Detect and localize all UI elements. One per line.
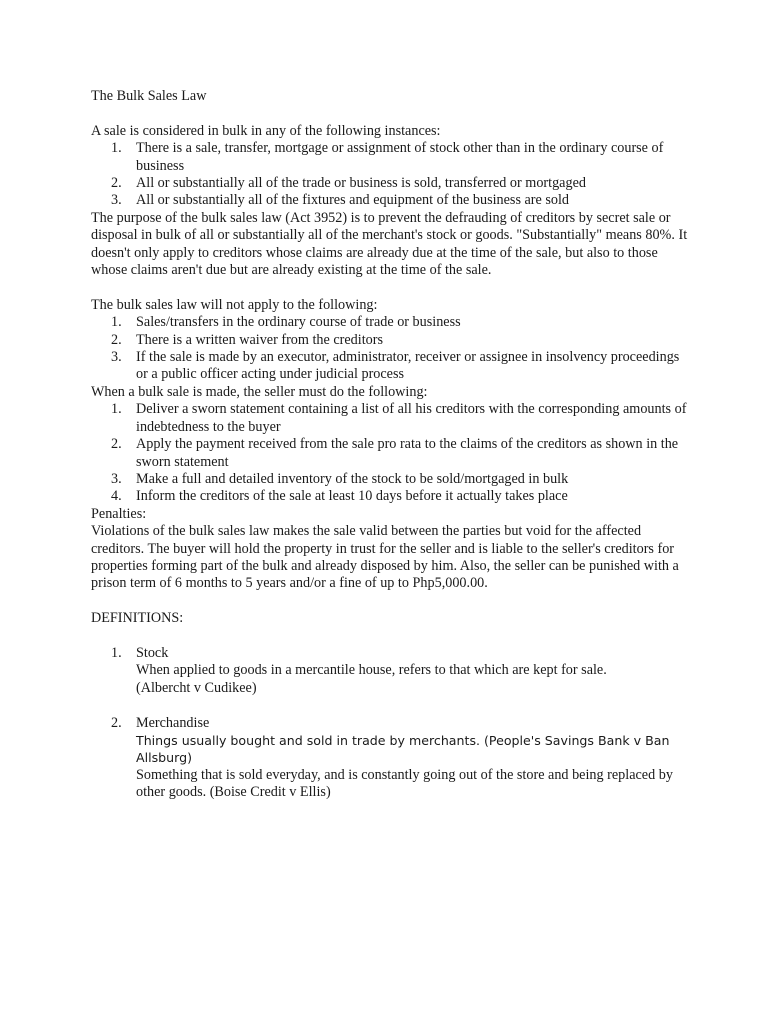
exceptions-list bbox=[91, 314, 691, 384]
list-number: 3. bbox=[111, 470, 122, 487]
purpose-paragraph: The purpose of the bulk sales law (Act 3952) is to prevent the defrauding of creditors by secret sale or disposal in bulk of all or substantially all of the merchant's stock or goods. "Substantially" means 80%. It doesn't only apply to creditors whose claims are already due at the time of the sale, but also to those whose claims aren't due but are already existing at the time of the sale. bbox=[91, 209, 688, 279]
definition-term: Stock bbox=[136, 644, 169, 661]
instances-list bbox=[91, 140, 691, 210]
definition-text: When applied to goods in a mercantile house, refers to that which are kept for sale. bbox=[136, 662, 607, 679]
duties-intro: When a bulk sale is made, the seller must do the following: bbox=[91, 383, 428, 400]
list-item bbox=[91, 140, 691, 175]
instances-intro: A sale is considered in bulk in any of the following instances: bbox=[91, 122, 441, 139]
penalties-heading: Penalties: bbox=[91, 505, 147, 522]
definitions-heading: DEFINITIONS: bbox=[91, 610, 184, 627]
list-text: Apply the payment received from the sale pro rata to the claims of the creditors as shown in the sworn statement bbox=[136, 436, 679, 470]
definition-term: Merchandise bbox=[136, 714, 210, 731]
list-text: Make a full and detailed inventory of the stock to be sold/mortgaged in bulk bbox=[136, 470, 569, 487]
list-number: 3. bbox=[111, 349, 122, 366]
list-number: 3. bbox=[111, 192, 122, 209]
list-number: 2. bbox=[111, 331, 122, 348]
exceptions-intro: The bulk sales law will not apply to the following: bbox=[91, 296, 378, 313]
list-number: 4. bbox=[111, 488, 122, 505]
list-item bbox=[91, 314, 691, 331]
list-text: There is a written waiver from the creditors bbox=[136, 331, 383, 348]
list-item bbox=[91, 349, 691, 384]
list-item bbox=[91, 192, 691, 209]
definition-text: Things usually bought and sold in trade by merchants. (People's Savings Bank v Ban Allsburg) bbox=[136, 732, 670, 766]
list-item bbox=[91, 436, 691, 471]
duties-list bbox=[91, 401, 691, 505]
definition-citation: (Albercht v Cudikee) bbox=[136, 679, 257, 696]
definition-item bbox=[91, 645, 691, 697]
list-number: 2. bbox=[111, 436, 122, 453]
list-text: All or substantially all of the trade or business is sold, transferred or mortgaged bbox=[136, 175, 586, 192]
list-text: Deliver a sworn statement containing a list of all his creditors with the corresponding amounts of indebtedness to the buyer bbox=[136, 401, 687, 435]
penalties-paragraph: Violations of the bulk sales law makes the sale valid between the parties but void for the affected creditors. The buyer will hold the property in trust for the seller and is liable to the seller's creditors for properties forming part of the bulk and already disposed by him. Also, the seller can be punished with a prison term of 6 months to 5 years and/or a fine of up to Php5,000.00. bbox=[91, 523, 679, 592]
definition-text-2: Something that is sold everyday, and is constantly going out of the store and being replaced by other goods. (Boise Credit v Ellis) bbox=[136, 766, 673, 801]
list-number: 2. bbox=[111, 175, 122, 192]
list-item bbox=[91, 332, 691, 349]
document-title: The Bulk Sales Law bbox=[91, 88, 207, 104]
definitions-list bbox=[91, 645, 691, 802]
list-number: 1. bbox=[111, 314, 122, 331]
list-item bbox=[91, 175, 691, 192]
list-text: Sales/transfers in the ordinary course of trade or business bbox=[136, 314, 461, 331]
list-item bbox=[91, 401, 691, 436]
definition-item bbox=[91, 715, 691, 802]
list-item bbox=[91, 488, 691, 505]
list-text: If the sale is made by an executor, administrator, receiver or assignee in insolvency proceedings or a public officer acting under judicial process bbox=[136, 349, 680, 383]
list-number: 2. bbox=[111, 714, 122, 731]
list-text: Inform the creditors of the sale at least 10 days before it actually takes place bbox=[136, 488, 568, 505]
list-item bbox=[91, 471, 691, 488]
list-text: There is a sale, transfer, mortgage or assignment of stock other than in the ordinary course of business bbox=[136, 140, 664, 174]
list-text: All or substantially all of the fixtures and equipment of the business are sold bbox=[136, 192, 570, 209]
document-page bbox=[91, 88, 691, 819]
list-number: 1. bbox=[111, 401, 122, 418]
list-number: 1. bbox=[111, 644, 122, 661]
list-number: 1. bbox=[111, 140, 122, 157]
